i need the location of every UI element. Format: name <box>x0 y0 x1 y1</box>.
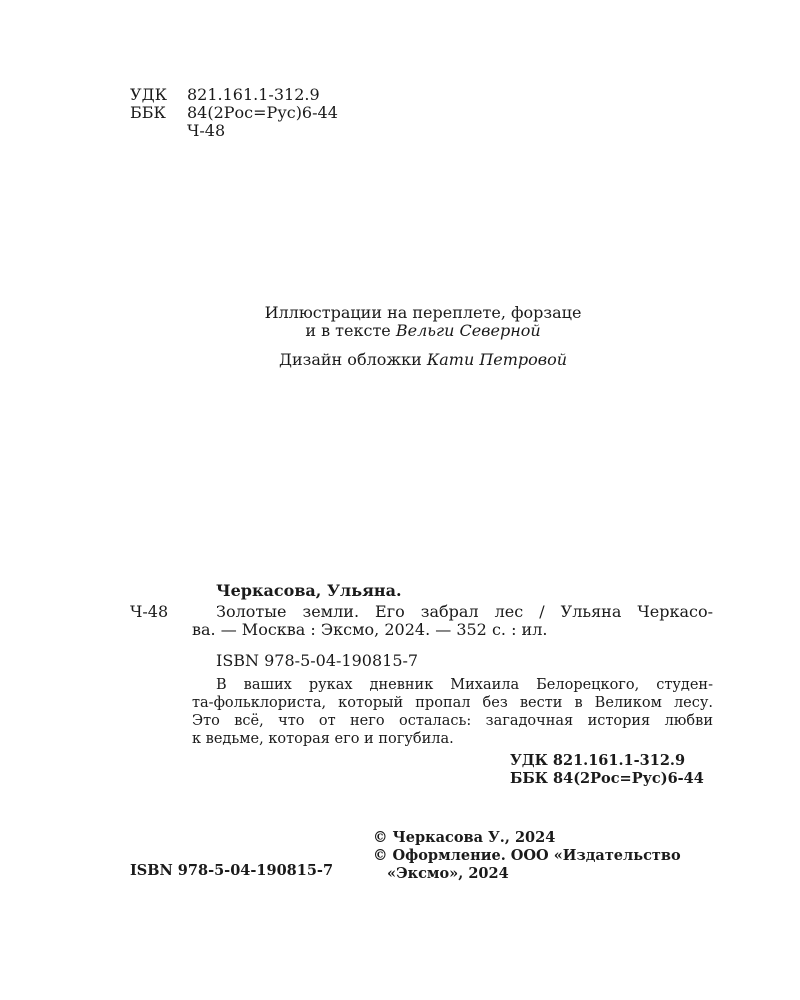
illustrations-prefix: и в тексте <box>305 321 396 340</box>
cover-prefix: Дизайн обложки <box>278 350 427 369</box>
copyright-design-line-1: © Оформление. ООО «Издательство <box>373 847 681 864</box>
annotation-line: та-фольклориста, который пропал без вести в Великом лесу. <box>192 695 713 711</box>
credits-illustrations <box>0 304 800 340</box>
bib-title-block <box>192 602 713 639</box>
bbk-label: ББК <box>130 103 166 122</box>
copyright-design-line-2: «Эксмо», 2024 <box>387 865 509 882</box>
udk-row <box>130 86 338 104</box>
illustrations-line-1: Иллюстрации на переплете, форзаце <box>264 303 582 322</box>
credits-cover <box>0 351 800 369</box>
footer-isbn: ISBN 978-5-04-190815-7 <box>130 862 334 879</box>
illustrations-line-2 <box>0 322 800 340</box>
udk-value: 821.161.1-312.9 <box>187 85 320 104</box>
bib-author-mark: Ч-48 <box>130 602 169 621</box>
author-heading: Черкасова, Ульяна. <box>216 581 402 600</box>
udk-label: УДК <box>130 85 167 104</box>
bbk-row <box>130 104 338 122</box>
illustrator-name: Вельги Северной <box>395 321 541 340</box>
author-mark: Ч-48 <box>187 121 226 140</box>
cover-designer-name: Кати Петровой <box>426 350 568 369</box>
bib-udk-bbk <box>510 752 704 788</box>
title-line-1: Золотые земли. Его забрал лес / Ульяна Черкасо- <box>216 602 713 621</box>
bib-isbn: ISBN 978-5-04-190815-7 <box>216 651 419 670</box>
author-mark-row <box>130 122 338 140</box>
bib-bbk-line: ББК 84(2Рос=Рус)6-44 <box>510 770 704 787</box>
annotation-line: к ведьме, которая его и погубила. <box>192 731 454 747</box>
copyright-author: © Черкасова У., 2024 <box>373 829 556 846</box>
header-codes <box>130 86 338 140</box>
bbk-value: 84(2Рос=Рус)6-44 <box>187 103 338 122</box>
copyright-block <box>373 829 681 883</box>
annotation-line: В ваших руках дневник Михаила Белорецкого, студен- <box>216 677 713 693</box>
annotation-line: Это всё, что от него осталась: загадочная история любви <box>192 713 713 729</box>
title-line-2: ва. — Москва : Эксмо, 2024. — 352 с. : ил. <box>192 620 548 639</box>
bib-udk-line: УДК 821.161.1-312.9 <box>510 752 686 769</box>
annotation <box>192 676 713 748</box>
